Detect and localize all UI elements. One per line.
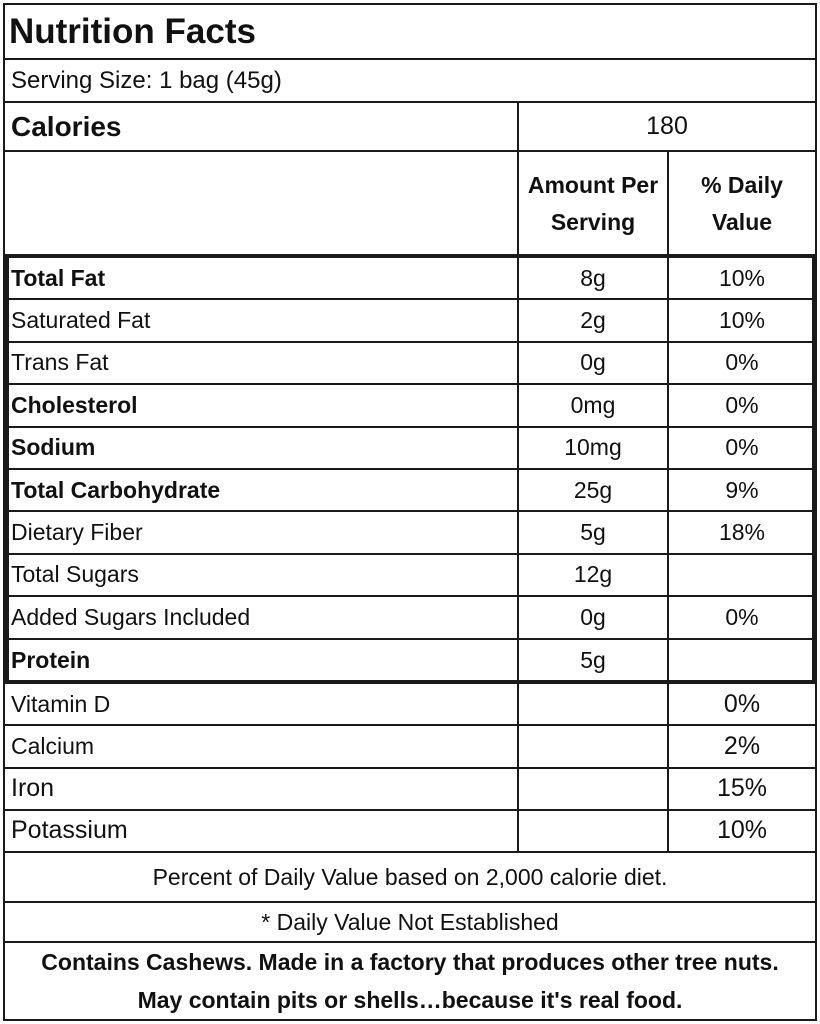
vitamin-name: Iron — [11, 774, 55, 803]
calories-value: 180 — [517, 103, 815, 150]
nutrient-daily-value: 18% — [667, 512, 815, 552]
header-blank — [5, 152, 517, 256]
nutrient-row — [5, 428, 815, 470]
nutrient-row — [5, 640, 815, 682]
nutrient-amount: 5g — [517, 512, 667, 552]
nutrient-daily-value — [667, 640, 815, 682]
nutrient-name: Trans Fat — [11, 349, 109, 376]
nutrient-daily-value: 0% — [667, 385, 815, 425]
nutrient-name: Saturated Fat — [11, 307, 151, 334]
vitamin-row — [5, 684, 815, 726]
vitamin-amount — [517, 726, 667, 766]
vitamin-row — [5, 726, 815, 768]
vitamin-daily-value: 0% — [667, 684, 815, 724]
nutrient-row — [5, 597, 815, 639]
nutrient-daily-value — [667, 555, 815, 595]
vitamin-name: Calcium — [11, 732, 95, 759]
nutrient-row — [5, 300, 815, 342]
nutrient-daily-value: 10% — [667, 300, 815, 340]
nutrient-row — [5, 555, 815, 597]
footnote-dv: * Daily Value Not Established — [5, 903, 815, 943]
allergy-statement: Contains Cashews. Made in a factory that produces other tree nuts. May contain pits or shells…because it's real food. — [41, 949, 779, 1013]
header-daily-value: % Daily Value — [667, 152, 815, 256]
vitamin-name: Vitamin D — [11, 690, 111, 717]
nutrient-amount: 2g — [517, 300, 667, 340]
nutrient-row — [5, 470, 815, 512]
nutrient-amount: 10mg — [517, 428, 667, 468]
vitamin-row — [5, 811, 815, 853]
nutrient-name: Total Fat — [11, 264, 106, 291]
nutrient-amount: 5g — [517, 640, 667, 682]
nutrient-daily-value: 9% — [667, 470, 815, 510]
nutrient-row — [5, 385, 815, 427]
header-amount: Amount Per Serving — [517, 152, 667, 256]
nutrient-row — [5, 258, 815, 300]
vitamin-daily-value: 15% — [667, 769, 815, 809]
footnote-diet: Percent of Daily Value based on 2,000 calorie diet. — [5, 853, 815, 903]
calories-label: Calories — [11, 110, 122, 142]
calories-row — [5, 103, 815, 152]
label-title: Nutrition Facts — [5, 5, 815, 60]
vitamin-amount — [517, 684, 667, 724]
nutrient-name: Protein — [11, 647, 91, 674]
nutrient-amount: 0g — [517, 597, 667, 637]
nutrient-amount: 25g — [517, 470, 667, 510]
nutrient-name: Sodium — [11, 434, 96, 461]
vitamin-amount — [517, 769, 667, 809]
nutrient-row — [5, 512, 815, 554]
serving-size: Serving Size: 1 bag (45g) — [5, 60, 815, 103]
nutrient-name: Total Carbohydrate — [11, 476, 221, 503]
nutrient-name: Cholesterol — [11, 391, 138, 418]
nutrient-daily-value: 0% — [667, 343, 815, 383]
nutrient-name: Dietary Fiber — [11, 519, 143, 546]
nutrient-amount: 0g — [517, 343, 667, 383]
nutrient-amount: 12g — [517, 555, 667, 595]
nutrient-row — [5, 343, 815, 385]
nutrient-daily-value: 0% — [667, 597, 815, 637]
vitamin-amount — [517, 811, 667, 851]
nutrition-label — [3, 3, 817, 1021]
nutrient-daily-value: 10% — [667, 258, 815, 298]
vitamin-daily-value: 10% — [667, 811, 815, 851]
nutrient-name: Added Sugars Included — [11, 603, 251, 630]
nutrient-amount: 0mg — [517, 385, 667, 425]
nutrient-daily-value: 0% — [667, 428, 815, 468]
nutrient-name: Total Sugars — [11, 561, 139, 588]
vitamin-name: Potassium — [11, 816, 128, 845]
vitamin-daily-value: 2% — [667, 726, 815, 766]
column-header-row — [5, 152, 815, 256]
nutrient-amount: 8g — [517, 258, 667, 298]
vitamin-row — [5, 769, 815, 811]
